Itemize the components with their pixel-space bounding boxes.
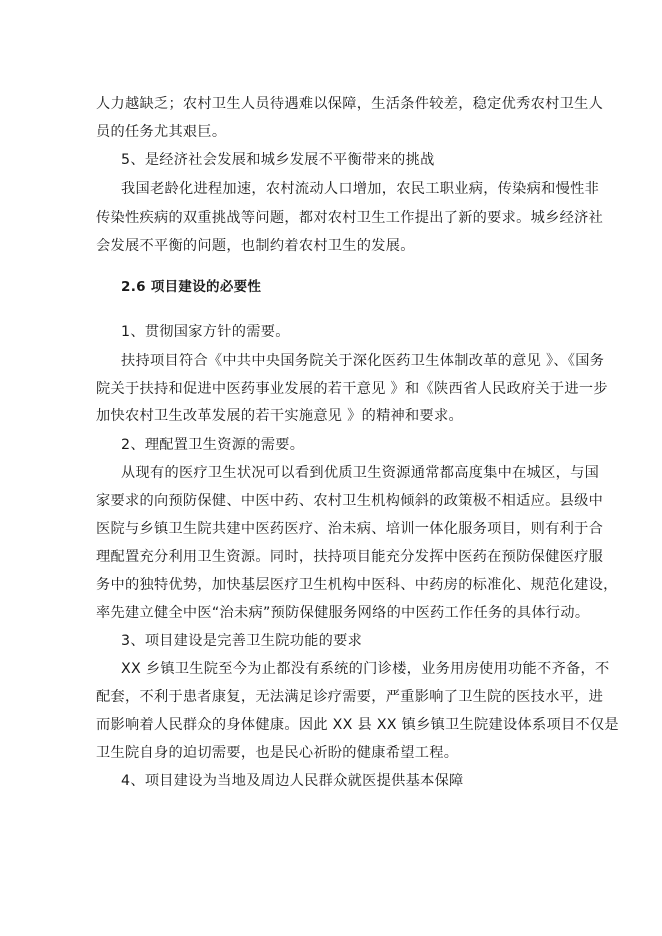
body-line: 务中的独特优势，加快基层医疗卫生机构中医科、中药房的标准化、规范化建设， <box>96 577 618 593</box>
body-line: 理配置充分利用卫生资源。同时，扶持项目能充分发挥中医药在预防保健医疗服 <box>96 549 604 565</box>
body-line: 院关于扶持和促进中医药事业发展的若干意见 》和《陕西省人民政府关于进一步 <box>96 381 608 397</box>
body-line: 而影响着人民群众的身体健康。因此 XX 县 XX 镇乡镇卫生院建设体系项目不仅是 <box>96 717 619 733</box>
body-line: 传染性疾病的双重挑战等问题，都对农村卫生工作提出了新的要求。城乡经济社 <box>96 210 604 226</box>
body-line: 配套，不利于患者康复，无法满足诊疗需要，严重影响了卫生院的医技水平，进 <box>96 689 604 705</box>
body-line: 员的任务尤其艰巨。 <box>96 124 227 140</box>
body-line: 人力越缺乏；农村卫生人员待遇难以保障，生活条件较差，稳定优秀农村卫生人 <box>96 96 604 112</box>
body-line: XX 乡镇卫生院至今为止都没有系统的门诊楼，业务用房使用功能不齐备，不 <box>121 661 610 677</box>
body-line: 从现有的医疗卫生状况可以看到优质卫生资源通常都高度集中在城区，与国 <box>121 465 600 481</box>
body-line: 率先建立健全中医“治未病”预防保健服务网络的中医药工作任务的具体行动。 <box>96 605 590 621</box>
section-heading-2-6: 2.6 项目建设的必要性 <box>121 279 262 295</box>
body-line: 扶持项目符合《中共中央国务院关于深化医药卫生体制改革的意见 》、《国务 <box>121 353 605 369</box>
body-line: 医院与乡镇卫生院共建中医药医疗、治未病、培训一体化服务项目，则有利于合 <box>96 521 604 537</box>
body-line: 卫生院自身的迫切需要，也是民心祈盼的健康希望工程。 <box>96 745 459 761</box>
body-line: 我国老龄化进程加速，农村流动人口增加，农民工职业病，传染病和慢性非 <box>121 181 600 197</box>
body-line: 家要求的向预防保健、中医中药、农村卫生机构倾斜的政策极不相适应。县级中 <box>96 493 604 509</box>
body-line: 会发展不平衡的问题，也制约着农村卫生的发展。 <box>96 238 415 254</box>
list-item-1: 1、贯彻国家方针的需要。 <box>121 324 290 340</box>
list-item-5: 5、是经济社会发展和城乡发展不平衡带来的挑战 <box>121 152 435 168</box>
body-line: 加快农村卫生改革发展的若干实施意见 》的精神和要求。 <box>96 408 463 424</box>
list-item-4: 4、项目建设为当地及周边人民群众就医提供基本保障 <box>121 773 464 789</box>
list-item-3: 3、项目建设是完善卫生院功能的要求 <box>121 633 363 649</box>
list-item-2: 2、理配置卫生资源的需要。 <box>121 437 305 453</box>
